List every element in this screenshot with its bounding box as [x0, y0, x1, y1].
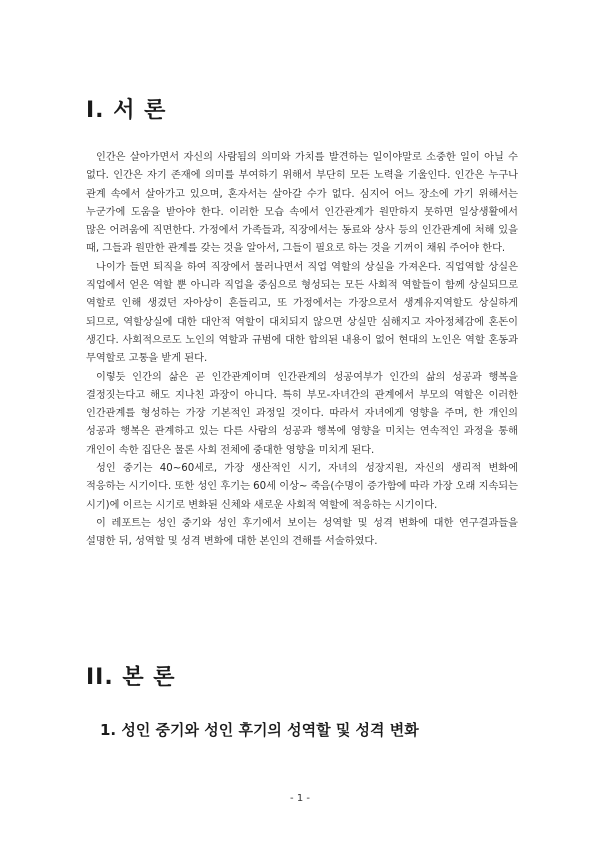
heading-introduction: I. 서 론 — [86, 98, 167, 123]
paragraph: 인간은 살아가면서 자신의 사람됨의 의미와 가치를 발견하는 일이야말로 소중한 일이 아닐 수 없다. 인간은 자기 존재에 의미를 부여하기 위해서 부단히 모든 노력을 기울인다. 인간은 누구나 관계 속에서 살아가고 있으며, 혼자서는 살아갈 수가 없다. 심지어 어느 장소에 가기 위해서는 누군가에 도움을 받아야 한다. 이러한 모습 속에서 인간관계가 원만하지 못하면 일상생활에서 많은 어려움에 직면한다. 가정에서 가족들과, 직장에서는 동료와 상사 등의 인간관계에 처해 있을 때, 그들과 원만한 관계를 갖는 것을 알아서, 그들이 필요로 하는 것을 기꺼이 채워 주어야 한다. — [86, 152, 518, 255]
page-number: - 1 - — [290, 793, 310, 804]
section-heading: 1. 성인 중기와 성인 후기의 성역할 및 성격 변화 — [100, 721, 419, 739]
introduction-body — [86, 149, 518, 552]
heading-main-body: II. 본 론 — [86, 665, 176, 690]
paragraph: 성인 중기는 40~60세로, 가장 생산적인 시기, 자녀의 성장지원, 자신의 생리적 변화에 적응하는 시기이다. 또한 성인 후기는 60세 이상~ 죽음(수명이 증가함에 따라 가장 오래 지속되는 시기)에 이르는 시기로 변화된 신체와 새로운 사회적 역할에 적응하는 시기이다. — [86, 463, 518, 511]
paragraph: 나이가 들면 퇴직을 하여 직장에서 물러나면서 직업 역할의 상실을 가져온다. 직업역할 상실은 직업에서 얻은 역할 뿐 아니라 직업을 중심으로 형성되는 모든 사회적 역할들이 함께 상실되므로 역할로 인해 생겼던 자아상이 흔들리고, 또 가정에서는 가장으로서 생계유지역할도 상실하게 되므로, 역할상실에 대한 대안적 역할이 대치되지 않으면 상실만 심해지고 자아정체감에 혼돈이 생긴다. 사회적으로도 노인의 역할과 규범에 대한 합의된 내용이 없어 현대의 노인은 역할 혼동과 무역할로 고통을 받게 된다. — [86, 261, 518, 365]
paragraph: 이렇듯 인간의 삶은 곧 인간관계이며 인간관계의 성공여부가 인간의 삶의 성공과 행복을 결정짓는다고 해도 지나친 과장이 아니다. 특히 부모-자녀간의 관계에서 부모의 역할은 이러한 인간관계를 형성하는 가장 기본적인 과정일 것이다. 따라서 자녀에게 영향을 주며, 한 개인의 성공과 행복은 관계하고 있는 다른 사람의 성공과 행복에 영향을 미치는 연속적인 과정을 통해 개인이 속한 집단은 물론 사회 전체에 중대한 영향을 미치게 된다. — [86, 371, 518, 456]
paragraph: 이 레포트는 성인 중기와 성인 후기에서 보이는 성역할 및 성격 변화에 대한 연구결과들을 설명한 뒤, 성역할 및 성격 변화에 대한 본인의 견해를 서술하였다. — [86, 517, 518, 548]
